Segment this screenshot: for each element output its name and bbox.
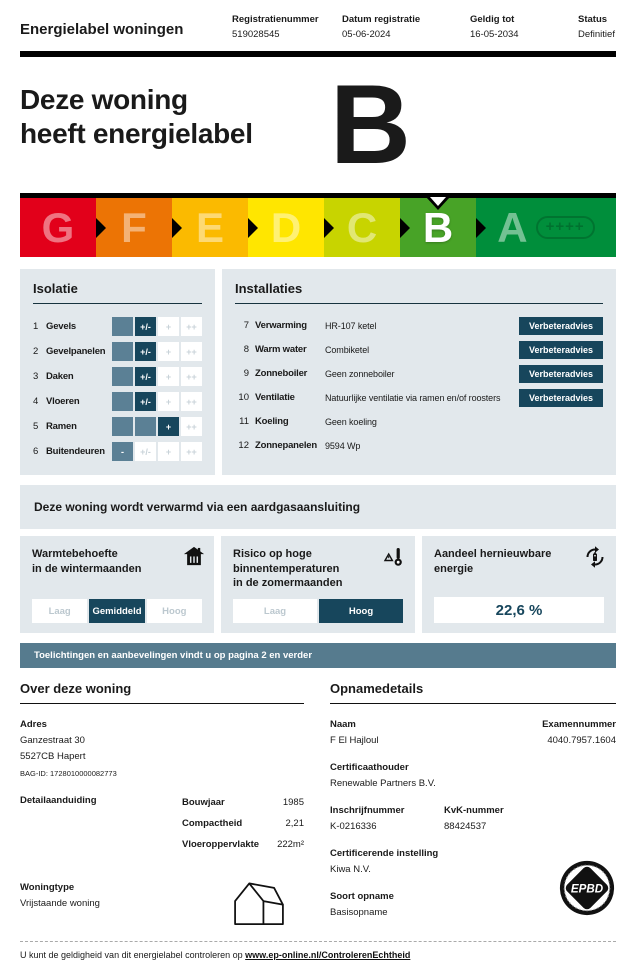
row-label: Verwarming — [255, 320, 307, 331]
segment-letter: B — [422, 203, 454, 251]
rating-cell: ++ — [181, 342, 202, 361]
fact-value: 2,21 — [285, 818, 304, 829]
scale-segments — [20, 198, 616, 257]
row-number: 1 — [33, 321, 39, 332]
card-title — [434, 547, 578, 576]
rating-cell — [112, 342, 133, 361]
a-plus-pill: ++++ — [536, 216, 595, 239]
row-label: Vloeren — [46, 396, 80, 407]
registration-number-group — [330, 803, 426, 835]
row-label: Gevelpanelen — [46, 346, 106, 357]
rating-cell: +/- — [135, 317, 156, 336]
field-value: 16-05-2034 — [470, 29, 519, 40]
card-title — [32, 547, 176, 576]
improvement-advice-button[interactable]: Verbeteradvies — [519, 365, 603, 383]
row-number: 12 — [238, 440, 249, 451]
fact-value: 1985 — [282, 797, 304, 808]
installations-title: Installaties — [235, 281, 603, 304]
epbd-seal-icon — [558, 859, 616, 922]
certifying-institution-label: Certificerende instelling — [330, 848, 439, 859]
row-value: Geen koeling — [325, 416, 377, 427]
energy-scale-bar — [20, 193, 616, 257]
insulation-row — [33, 417, 202, 436]
assessment-type-label: Soort opname — [330, 891, 394, 902]
scale-top-border — [20, 193, 616, 198]
field-label: Status — [578, 14, 608, 25]
rating-cells — [112, 367, 202, 386]
improvement-advice-button[interactable]: Verbeteradvies — [519, 317, 603, 335]
kvk-number-group — [444, 803, 504, 835]
installation-row — [235, 365, 603, 382]
card-title-line: Aandeel hernieuwbare — [434, 548, 552, 560]
document-header — [20, 12, 616, 42]
footer-text: U kunt de geldigheid van dit energielabel controleren op — [20, 950, 243, 960]
detail-designation-label: Detailaanduiding — [20, 795, 97, 806]
header-field-status — [578, 12, 616, 42]
row-number: 2 — [33, 346, 39, 357]
name-label: Naam — [330, 719, 356, 730]
insulation-row — [33, 317, 202, 336]
address-group — [20, 717, 304, 778]
scale-segment-e — [172, 198, 248, 257]
field-value: 519028545 — [232, 29, 280, 40]
row-number: 10 — [238, 392, 249, 403]
rating-cell — [112, 367, 133, 386]
card-title — [233, 547, 377, 591]
address-label: Adres — [20, 719, 47, 730]
address-street: Ganzestraat 30 — [20, 735, 85, 746]
option-laag: Laag — [32, 599, 87, 623]
rating-cell: +/- — [135, 342, 156, 361]
insulation-row — [33, 442, 202, 461]
row-value: Geen zonneboiler — [325, 368, 395, 379]
heat-demand-indicator — [32, 599, 202, 623]
exam-number-label: Examennummer — [542, 719, 616, 730]
fact-row — [182, 795, 304, 811]
dwelling-type-label: Woningtype — [20, 882, 75, 893]
segment-letter: A — [497, 203, 528, 251]
rating-cells — [112, 392, 202, 411]
row-number: 5 — [33, 421, 39, 432]
certificate-holder-label: Certificaathouder — [330, 762, 409, 773]
row-number: 11 — [239, 416, 249, 427]
improvement-advice-button[interactable]: Verbeteradvies — [519, 389, 603, 407]
rating-cell: ++ — [181, 417, 202, 436]
row-label: Buitendeuren — [46, 446, 105, 457]
detached-house-icon — [228, 876, 290, 933]
installation-row — [235, 341, 603, 358]
rating-cell: + — [158, 442, 179, 461]
row-value: HR-107 ketel — [325, 320, 377, 331]
row-label: Gevels — [46, 321, 76, 332]
assessment-type-value: Basisopname — [330, 907, 388, 918]
rating-cells — [112, 442, 202, 461]
row-number: 9 — [243, 368, 249, 379]
card-title-line: Risico op hoge — [233, 548, 312, 560]
assessment-details-title: Opnamedetails — [330, 681, 616, 704]
rating-cell: - — [112, 442, 133, 461]
insulation-row — [33, 367, 202, 386]
rating-cell: + — [158, 367, 179, 386]
footer — [20, 941, 616, 968]
registration-numbers-row — [330, 803, 616, 835]
option-laag: Laag — [233, 599, 317, 623]
assessor-name-group — [330, 717, 379, 749]
field-label: Geldig tot — [470, 14, 515, 25]
house-icon — [183, 545, 205, 572]
row-value: 9594 Wp — [325, 440, 361, 451]
certificate-holder-group — [330, 760, 616, 792]
name-value: F El Hajloul — [330, 735, 379, 746]
details-panels — [20, 269, 616, 475]
field-value: 05-06-2024 — [342, 29, 391, 40]
rating-cell: ++ — [181, 317, 202, 336]
rating-cell: + — [158, 392, 179, 411]
certificate-holder-value: Renewable Partners B.V. — [330, 778, 436, 789]
card-title-line: in de wintermaanden — [32, 562, 142, 575]
insulation-row — [33, 392, 202, 411]
kvk-number-label: KvK-nummer — [444, 805, 504, 816]
card-title-line: binnentemperaturen — [233, 562, 340, 575]
field-label: Registratienummer — [232, 14, 319, 25]
hero-line-1: Deze woning — [20, 84, 188, 115]
seal-text: EPBD — [570, 882, 604, 896]
bottom-section — [20, 681, 616, 933]
fact-label: Vloeroppervlakte — [182, 839, 260, 850]
header-field-date — [342, 12, 470, 42]
row-label: Daken — [46, 371, 74, 382]
fact-value: 222m² — [277, 839, 304, 850]
installation-row — [235, 437, 603, 454]
header-field-registration — [232, 12, 342, 42]
row-label: Ventilatie — [255, 392, 295, 403]
option-hoog: Hoog — [147, 599, 202, 623]
installation-row — [235, 317, 603, 334]
row-label: Zonnepanelen — [255, 440, 317, 451]
rating-cell — [135, 417, 156, 436]
verification-link[interactable]: www.ep-online.nl/ControlerenEchtheid — [245, 950, 411, 960]
rating-cell: +/- — [135, 367, 156, 386]
about-dwelling-column — [20, 681, 304, 933]
kvk-number-value: 88424537 — [444, 821, 487, 832]
renewable-energy-icon — [583, 545, 607, 574]
row-label: Zonneboiler — [255, 368, 308, 379]
rating-cell — [112, 392, 133, 411]
dwelling-type-value: Vrijstaande woning — [20, 898, 100, 909]
card-title-line: in de zomermaanden — [233, 577, 343, 589]
rating-cell: + — [158, 417, 179, 436]
row-value: Natuurlijke ventilatie via ramen en/of roosters — [325, 392, 501, 403]
dwelling-type-row — [20, 880, 304, 933]
installation-row — [235, 389, 603, 406]
rating-cell: ++ — [181, 367, 202, 386]
gas-connection-banner: Deze woning wordt verwarmd via een aardgasaansluiting — [20, 485, 616, 529]
row-number: 7 — [243, 320, 249, 331]
dwelling-type-group — [20, 880, 228, 912]
insulation-row — [33, 342, 202, 361]
rating-cell: ++ — [181, 392, 202, 411]
field-label: Datum registratie — [342, 14, 421, 25]
rating-cell — [112, 417, 133, 436]
scale-segment-a — [476, 198, 616, 257]
thermometer-warning-icon — [382, 545, 406, 574]
overheating-risk-indicator — [233, 599, 403, 623]
header-divider — [20, 51, 616, 57]
fact-row — [182, 816, 304, 832]
card-title-line: energie — [434, 562, 474, 575]
rating-cell: + — [158, 342, 179, 361]
dwelling-facts — [182, 795, 304, 858]
header-field-valid-until — [470, 12, 578, 42]
fact-label: Compactheid — [182, 818, 243, 829]
dwelling-details-row — [20, 795, 304, 858]
rating-cell: +/- — [135, 442, 156, 461]
segment-letter: F — [121, 203, 147, 251]
segment-letter: E — [195, 203, 224, 251]
exam-number-group — [542, 717, 616, 749]
energy-label-letter: B — [330, 62, 411, 187]
segment-letter: D — [270, 203, 302, 251]
row-number: 6 — [33, 446, 39, 457]
scale-segment-c — [324, 198, 400, 257]
renewable-energy-card — [422, 536, 616, 633]
row-label: Ramen — [46, 421, 77, 432]
address-city: 5527CB Hapert — [20, 751, 86, 762]
registration-number-label: Inschrijfnummer — [330, 805, 405, 816]
rating-cell: +/- — [135, 392, 156, 411]
row-number: 3 — [33, 371, 39, 382]
rating-cell: + — [158, 317, 179, 336]
row-value: Combiketel — [325, 344, 370, 355]
scale-segment-d — [248, 198, 324, 257]
rating-cells — [112, 417, 202, 436]
rating-cells — [112, 342, 202, 361]
option-gemiddeld-selected: Gemiddeld — [89, 599, 144, 623]
fact-row — [182, 837, 304, 853]
row-label: Koeling — [255, 416, 289, 427]
active-label-pointer-inner — [430, 197, 446, 206]
overheating-risk-card — [221, 536, 415, 633]
row-number: 4 — [33, 396, 39, 407]
indicator-cards — [20, 536, 616, 633]
heat-demand-card — [20, 536, 214, 633]
renewable-energy-value: 22,6 % — [434, 597, 604, 623]
bag-id: BAG-ID: 1728010000082773 — [20, 769, 117, 778]
fact-label: Bouwjaar — [182, 797, 225, 808]
rating-cell: ++ — [181, 442, 202, 461]
scale-segment-g — [20, 198, 96, 257]
assessment-details-column — [330, 681, 616, 933]
improvement-advice-button[interactable]: Verbeteradvies — [519, 341, 603, 359]
row-label: Warm water — [255, 344, 307, 355]
insulation-title: Isolatie — [33, 281, 202, 304]
row-number: 8 — [243, 344, 249, 355]
about-dwelling-title: Over deze woning — [20, 681, 304, 704]
registration-number-value: K-0216336 — [330, 821, 377, 832]
card-title-line: Warmtebehoefte — [32, 548, 118, 560]
installation-row — [235, 413, 603, 430]
exam-number-value: 4040.7957.1604 — [547, 735, 616, 746]
assessor-row — [330, 717, 616, 749]
hero-heading — [20, 77, 330, 177]
scale-segment-f — [96, 198, 172, 257]
field-value: Definitief — [578, 29, 615, 40]
hero-line-2: heeft energielabel — [20, 118, 253, 149]
segment-letter: G — [41, 203, 75, 251]
rating-cell — [112, 317, 133, 336]
segment-letter: C — [346, 203, 378, 251]
insulation-panel — [20, 269, 215, 475]
option-hoog-selected: Hoog — [319, 599, 403, 623]
explanations-banner: Toelichtingen en aanbevelingen vindt u op pagina 2 en verder — [20, 643, 616, 668]
seal-top-text: NL — [583, 868, 591, 875]
hero-section — [20, 62, 616, 187]
certifying-institution-value: Kiwa N.V. — [330, 864, 371, 875]
installations-panel — [222, 269, 616, 475]
rating-cells — [112, 317, 202, 336]
document-title: Energielabel woningen — [20, 21, 184, 38]
